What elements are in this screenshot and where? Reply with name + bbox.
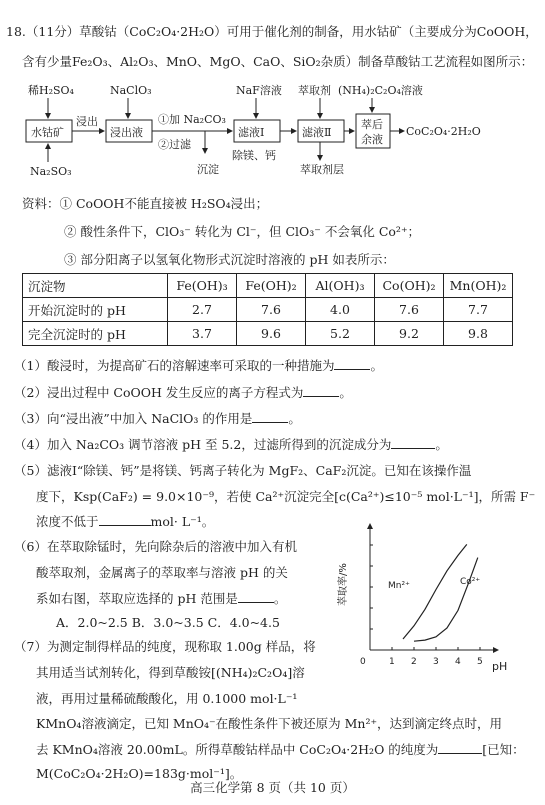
table-cell: 3.7 (168, 322, 237, 346)
table-row (23, 322, 513, 346)
question-header: 18.（11分）草酸钴（CoC₂O₄·2H₂O）可用于催化剂的制备，用水钴矿（主要成分为CoOOH， (6, 24, 538, 39)
question-5-line-1: （5）滤液Ⅰ“除镁、钙”是将镁、钙离子转化为 MgF₂、CaF₂沉淀。已知在该操作温 (14, 463, 472, 478)
x-tick-label: 1 (389, 657, 395, 667)
table-row (23, 298, 513, 322)
reagent-h2so4: 稀H₂SO₄ (28, 84, 74, 97)
info-item-1: 资料：① CoOOH不能直接被 H₂SO₄浸出； (22, 196, 269, 211)
answer-blank[interactable] (391, 438, 435, 449)
box-filtrate1-label: 滤液Ⅰ (238, 126, 265, 139)
table-cell: 4.0 (306, 298, 375, 322)
answer-blank[interactable] (238, 592, 274, 603)
y-axis-label: 萃取率/% (338, 563, 349, 606)
question-7-line-2: 其用适当试剂转化，得到草酸铵[(NH₄)₂C₂O₄]溶 (36, 665, 305, 680)
series-label-co: Co²⁺ (460, 577, 481, 587)
out-extract-layer: 萃取剂层 (300, 163, 344, 176)
box-after-label-1: 萃后 (361, 118, 383, 131)
table-header-cell: Fe(OH)₃ (168, 274, 237, 298)
question-6-options: A．2.0~2.5 B．3.0~3.5 C．4.0~4.5 (56, 615, 280, 630)
reagent-naf: NaF溶液 (236, 84, 282, 97)
x-tick-label: 2 (411, 657, 417, 667)
box-after-label-2: 余液 (361, 133, 383, 146)
question-4: （4）加入 Na₂CO₃ 调节溶液 pH 至 5.2，过滤所得到的沉淀成分为 。 (14, 437, 448, 452)
question-6-line-1: （6）在萃取除锰时，先向除杂后的溶液中加入有机 (14, 539, 297, 554)
x-tick-label: 0 (360, 657, 366, 667)
x-axis-label: pH (492, 660, 508, 673)
question-7-line-3: 液，再用过量稀硫酸酸化，用 0.1000 mol·L⁻¹ (36, 691, 298, 706)
table-header-cell: Mn(OH)₂ (444, 274, 513, 298)
box-filtrate2-label: 滤液Ⅱ (302, 126, 332, 139)
answer-blank[interactable] (303, 386, 339, 397)
reagent-oxalate: (NH₄)₂C₂O₄溶液 (338, 84, 423, 97)
table-header-cell: Co(OH)₂ (375, 274, 444, 298)
table-cell: 9.8 (444, 322, 513, 346)
table-cell: 7.7 (444, 298, 513, 322)
ph-table (22, 273, 513, 346)
table-cell: 5.2 (306, 322, 375, 346)
table-cell: 7.6 (375, 298, 444, 322)
x-tick-label: 4 (455, 657, 461, 667)
question-6-line-2: 酸萃取剂，金属离子的萃取率与溶液 pH 的关 (36, 565, 288, 580)
table-cell: 2.7 (168, 298, 237, 322)
table-cell: 9.6 (237, 322, 306, 346)
table-header-cell: Fe(OH)₂ (237, 274, 306, 298)
question-header-2: 含有少量Fe₂O₃、Al₂O₃、MnO、MgO、CaO、SiO₂杂质）制备草酸钴工艺流程如图所示： (22, 54, 534, 69)
step-filter: ②过滤 (158, 138, 191, 151)
x-tick-label: 3 (433, 657, 439, 667)
table-cell: 完全沉淀时的 pH (23, 322, 168, 346)
box-ore-label: 水钴矿 (31, 126, 64, 139)
series-line-co (414, 558, 481, 642)
out-precip: 沉淀 (197, 163, 219, 176)
product: CoC₂O₄·2H₂O (406, 125, 481, 138)
question-5-line-3: 浓度不低于 mol· L⁻¹。 (36, 514, 215, 529)
table-header-row (23, 274, 513, 298)
step-remove: 除镁、钙 (232, 149, 276, 162)
question-2: （2）浸出过程中 CoOOH 发生反应的离子方程式为 。 (14, 385, 352, 400)
info-item-3: ③ 部分阳离子以氢氧化物形式沉淀时溶液的 pH 如表所示： (64, 252, 395, 267)
answer-blank[interactable] (252, 412, 288, 423)
series-line-mn (403, 544, 467, 639)
info-item-2: ② 酸性条件下，ClO₃⁻ 转化为 Cl⁻，但 ClO₃⁻ 不会氧化 Co²⁺； (64, 224, 421, 239)
question-7-line-1: （7）为测定制得样品的纯度，现称取 1.00g 样品，将 (14, 639, 316, 654)
table-cell: 开始沉淀时的 pH (23, 298, 168, 322)
question-7-line-5: 去 KMnO₄溶液 20.00mL。所得草酸钴样品中 CoC₂O₄·2H₂O 的纯度为 [已知： (36, 742, 525, 757)
question-3: （3）向“浸出液”中加入 NaClO₃ 的作用是 。 (14, 411, 301, 426)
answer-blank[interactable] (438, 743, 482, 754)
answer-blank[interactable] (334, 359, 370, 370)
table-header-cell: 沉淀物 (23, 274, 168, 298)
extraction-rate-chart (328, 518, 508, 678)
answer-blank[interactable] (99, 515, 151, 526)
question-5-line-2: 度下，Ksp(CaF₂) = 9.0×10⁻⁹，若使 Ca²⁺沉淀完全[c(Ca²⁺)≤10⁻⁵ mol·L⁻¹]，所需 F⁻ (36, 489, 536, 504)
table-cell: 9.2 (375, 322, 444, 346)
reagent-extract: 萃取剂 (298, 84, 331, 97)
table-header-cell: Al(OH)₃ (306, 274, 375, 298)
process-flow-diagram (0, 80, 545, 190)
table-cell: 7.6 (237, 298, 306, 322)
series-label-mn: Mn²⁺ (388, 581, 410, 591)
x-tick-label: 5 (477, 657, 483, 667)
question-7-line-4: KMnO₄溶液滴定，已知 MnO₄⁻在酸性条件下被还原为 Mn²⁺，达到滴定终点时，用 (36, 716, 503, 731)
reagent-naclo3: NaClO₃ (110, 84, 152, 97)
question-6-line-3: 系如右图，萃取应选择的 pH 范围是 。 (36, 591, 287, 606)
reagent-na2so3: Na₂SO₃ (30, 165, 72, 178)
question-7-line-6: M(CoC₂O₄·2H₂O)=183g·mol⁻¹]。 (36, 766, 243, 781)
step-leach: 浸出 (76, 115, 98, 128)
page-footer: 高三化学第 8 页（共 10 页） (190, 780, 355, 795)
step-add: ①加 Na₂CO₃ (158, 113, 226, 126)
box-leachate-label: 浸出液 (110, 126, 143, 139)
question-1: （1）酸浸时，为提高矿石的溶解速率可采取的一种措施为 。 (14, 358, 383, 373)
